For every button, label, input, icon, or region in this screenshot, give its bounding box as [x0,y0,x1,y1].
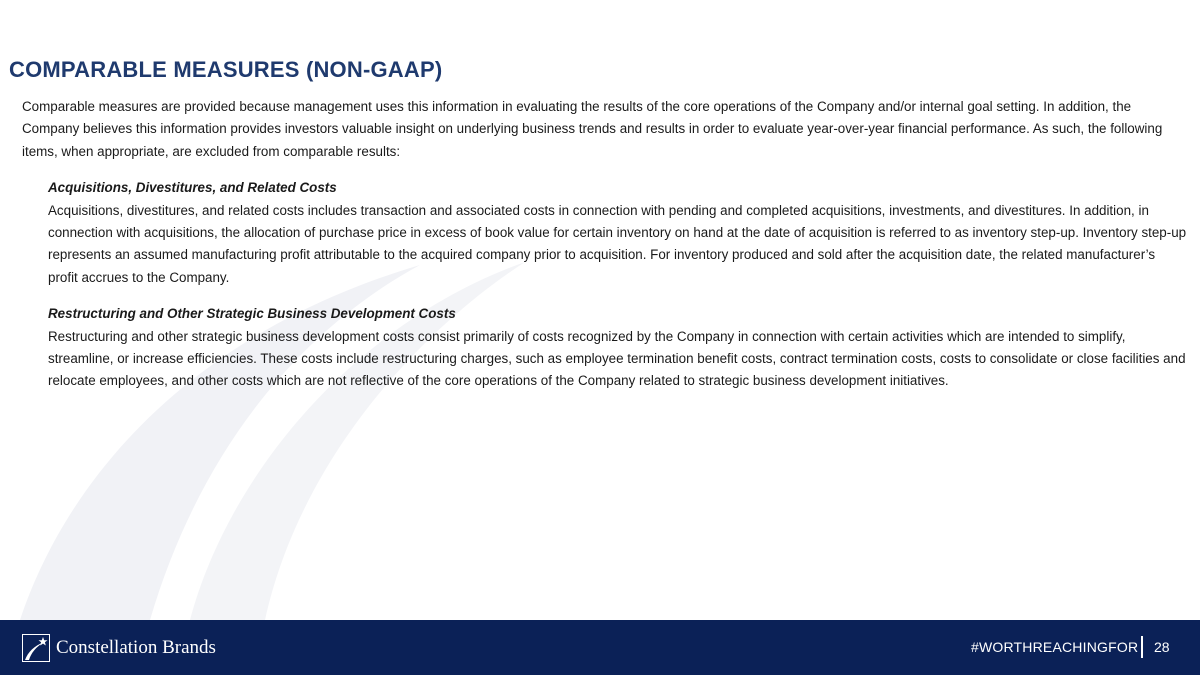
section-text: Acquisitions, divestitures, and related costs includes transaction and associated costs in connection with pending and completed acquisitions, investments, and divestitures. In addition, in connection with acquisitions, the allocation of purchase price in excess of book value for certain inventory on hand at the date of acquisition is referred to as inventory step-up. Inventory step-up represents an assumed manufacturing profit attributable to the acquired company prior to acquisition. For inventory produced and sold after the acquisition date, the related manufacturer’s profit accrues to the Company. [48,202,1187,285]
tagline: #WORTHREACHINGFOR [971,639,1139,655]
brand-name: Constellation Brands [56,637,216,658]
intro-paragraph: Comparable measures are provided because management uses this information in evaluating the results of the core operations of the Company and/or internal goal setting. In addition, the Company believes this information provides investors valuable insight on underlying business trends and results in order to evaluate year-over-year financial performance. As such, the following items, when appropriate, are excluded from comparable results: [22,99,1163,159]
section-heading: Acquisitions, Divestitures, and Related Costs [48,180,337,196]
section-restructuring [48,303,1187,393]
section-heading: Restructuring and Other Strategic Business Development Costs [48,306,456,322]
footer-divider [1141,636,1143,658]
page-number: 28 [1154,639,1170,655]
star-swoosh-logo-icon [22,634,50,662]
section-acquisitions [48,177,1187,289]
brand-logo-lockup [22,634,216,662]
section-text: Restructuring and other strategic business development costs consist primarily of costs recognized by the Company in connection with certain activities which are intended to simplify, streamline, or increase efficiencies. These costs include restructuring charges, such as employee termination benefit costs, contract termination costs, costs to consolidate or close facilities and relocate employees, and other costs which are not reflective of the core operations of the Company related to strategic business development initiatives. [48,328,1186,389]
footer-bar [0,620,1200,675]
page-title: COMPARABLE MEASURES (NON-GAAP) [9,57,443,82]
slide-body [22,96,1187,393]
